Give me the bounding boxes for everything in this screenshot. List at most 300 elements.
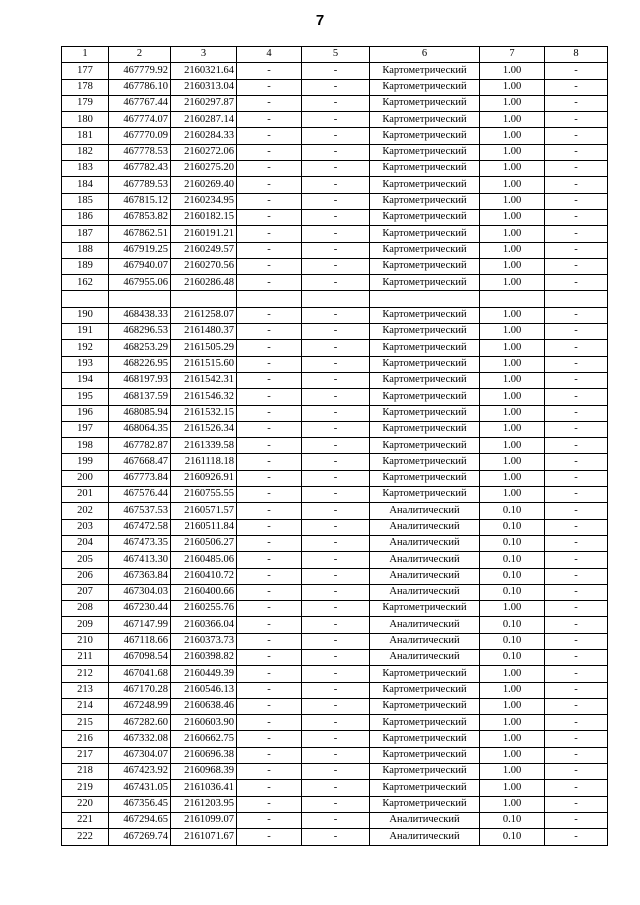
table-cell: 468226.95 [109, 356, 171, 372]
table-cell: - [237, 552, 302, 568]
table-cell: 467668.47 [109, 454, 171, 470]
table-cell: 467770.09 [109, 128, 171, 144]
table-cell: - [302, 633, 370, 649]
table-cell: Картометрический [370, 731, 480, 747]
table-cell: Аналитический [370, 633, 480, 649]
table-cell: 467767.44 [109, 95, 171, 111]
table-row [62, 405, 608, 421]
table-row [62, 209, 608, 225]
table-cell: Аналитический [370, 649, 480, 665]
table-cell: 467778.53 [109, 144, 171, 160]
table-cell: 1.00 [480, 389, 545, 405]
table-cell: 1.00 [480, 454, 545, 470]
table-cell: 2160662.75 [171, 731, 237, 747]
table-cell: 1.00 [480, 682, 545, 698]
table-cell: - [545, 649, 608, 665]
table-cell: Картометрический [370, 340, 480, 356]
header-cell: 2 [109, 47, 171, 63]
table-cell: - [302, 307, 370, 323]
table-cell: - [302, 177, 370, 193]
table-cell: 467782.43 [109, 161, 171, 177]
header-cell: 7 [480, 47, 545, 63]
table-cell: - [545, 747, 608, 763]
table-cell: - [302, 421, 370, 437]
table-cell: - [545, 470, 608, 486]
table-cell: 2160287.14 [171, 112, 237, 128]
table-cell: - [237, 731, 302, 747]
table-cell: 2160410.72 [171, 568, 237, 584]
table-cell: 1.00 [480, 275, 545, 291]
table-cell: 2160182.15 [171, 209, 237, 225]
table-cell: Картометрический [370, 747, 480, 763]
table-cell: 467147.99 [109, 617, 171, 633]
table-cell: - [237, 617, 302, 633]
table-cell: - [302, 193, 370, 209]
table-cell: 1.00 [480, 747, 545, 763]
table-cell [302, 291, 370, 307]
table-cell: 203 [62, 519, 109, 535]
table-cell: - [237, 584, 302, 600]
table-cell: 2161099.07 [171, 812, 237, 828]
table-cell: 218 [62, 764, 109, 780]
table-cell: 467782.87 [109, 438, 171, 454]
table-cell: 183 [62, 161, 109, 177]
table-cell: Картометрический [370, 128, 480, 144]
table-cell: - [545, 584, 608, 600]
header-cell: 3 [171, 47, 237, 63]
table-cell: Аналитический [370, 812, 480, 828]
table-cell: 1.00 [480, 307, 545, 323]
table-row [62, 307, 608, 323]
table-cell: 467356.45 [109, 796, 171, 812]
table-cell: 0.10 [480, 503, 545, 519]
table-cell: 210 [62, 633, 109, 649]
table-cell: - [545, 454, 608, 470]
table-cell: - [302, 454, 370, 470]
table-cell: 193 [62, 356, 109, 372]
table-cell: 2160249.57 [171, 242, 237, 258]
table-row [62, 503, 608, 519]
table-cell: 197 [62, 421, 109, 437]
table-cell: 1.00 [480, 177, 545, 193]
table-cell: 2160270.56 [171, 258, 237, 274]
table-cell: 467098.54 [109, 649, 171, 665]
table-cell: 1.00 [480, 666, 545, 682]
table-row [62, 568, 608, 584]
table-cell: 467862.51 [109, 226, 171, 242]
table-cell: - [237, 226, 302, 242]
table-cell: 1.00 [480, 780, 545, 796]
table-row [62, 780, 608, 796]
table-row [62, 764, 608, 780]
table-cell: 179 [62, 95, 109, 111]
table-cell: 1.00 [480, 128, 545, 144]
table-cell: 2160275.20 [171, 161, 237, 177]
table-cell: Картометрический [370, 161, 480, 177]
table-cell: - [302, 275, 370, 291]
table-cell: 0.10 [480, 584, 545, 600]
table-cell: 194 [62, 372, 109, 388]
table-cell: 201 [62, 487, 109, 503]
table-cell: 1.00 [480, 324, 545, 340]
table-cell: 1.00 [480, 764, 545, 780]
table-cell: - [237, 503, 302, 519]
table-row [62, 372, 608, 388]
table-row [62, 649, 608, 665]
table-cell: 2160286.48 [171, 275, 237, 291]
table-cell: - [545, 715, 608, 731]
table-cell: - [302, 780, 370, 796]
table-cell: - [302, 79, 370, 95]
table-cell: - [545, 258, 608, 274]
table-row [62, 829, 608, 845]
table-cell: - [545, 161, 608, 177]
table-cell: Картометрический [370, 356, 480, 372]
table-cell: 1.00 [480, 340, 545, 356]
table-cell: - [237, 454, 302, 470]
table-cell: 184 [62, 177, 109, 193]
table-cell: 1.00 [480, 356, 545, 372]
table-cell: - [545, 519, 608, 535]
table-cell: - [302, 438, 370, 454]
table-cell: Картометрический [370, 780, 480, 796]
table-cell: - [302, 617, 370, 633]
table-cell: 2160696.38 [171, 747, 237, 763]
table-cell: 467294.65 [109, 812, 171, 828]
table-cell: 195 [62, 389, 109, 405]
table-cell: 177 [62, 63, 109, 79]
table-row [62, 584, 608, 600]
table-cell: - [237, 470, 302, 486]
table-cell: 162 [62, 275, 109, 291]
table-cell: - [545, 193, 608, 209]
table-cell: - [302, 258, 370, 274]
table-cell: - [545, 780, 608, 796]
table-cell: 1.00 [480, 731, 545, 747]
table-cell: 198 [62, 438, 109, 454]
table-cell: 2160546.13 [171, 682, 237, 698]
table-cell: - [237, 177, 302, 193]
table-cell: 467773.84 [109, 470, 171, 486]
table-row [62, 356, 608, 372]
table-cell: 1.00 [480, 438, 545, 454]
table-cell: 467774.07 [109, 112, 171, 128]
table-cell: - [302, 601, 370, 617]
table-cell: 2160603.90 [171, 715, 237, 731]
table-cell: 186 [62, 209, 109, 225]
table-cell: 1.00 [480, 601, 545, 617]
table-cell: - [545, 666, 608, 682]
table-cell: 1.00 [480, 421, 545, 437]
table-cell: 468438.33 [109, 307, 171, 323]
table-cell: 468197.93 [109, 372, 171, 388]
table-row [62, 340, 608, 356]
table-cell: 180 [62, 112, 109, 128]
table-cell: 2160313.04 [171, 79, 237, 95]
table-row [62, 812, 608, 828]
table-cell: - [302, 95, 370, 111]
table-row [62, 552, 608, 568]
table-row [62, 193, 608, 209]
table-cell: 467473.35 [109, 535, 171, 551]
table-cell: - [545, 487, 608, 503]
table-cell: - [302, 356, 370, 372]
table-cell [480, 291, 545, 307]
table-cell: Картометрический [370, 698, 480, 714]
table-cell: Аналитический [370, 535, 480, 551]
header-cell: 5 [302, 47, 370, 63]
header-cell: 4 [237, 47, 302, 63]
table-cell: Аналитический [370, 568, 480, 584]
table-row [62, 470, 608, 486]
table-row [62, 796, 608, 812]
table-cell: - [545, 144, 608, 160]
table-cell: 178 [62, 79, 109, 95]
table-cell: 1.00 [480, 487, 545, 503]
table-cell: - [545, 503, 608, 519]
table-cell: - [237, 275, 302, 291]
table-cell: - [302, 715, 370, 731]
table-cell: Картометрический [370, 421, 480, 437]
table-cell: Аналитический [370, 503, 480, 519]
table-row [62, 161, 608, 177]
table-row [62, 731, 608, 747]
table-cell: 0.10 [480, 552, 545, 568]
table-cell: 1.00 [480, 715, 545, 731]
table-cell: 188 [62, 242, 109, 258]
table-cell: - [237, 112, 302, 128]
table-cell: Картометрический [370, 601, 480, 617]
table-cell: - [237, 128, 302, 144]
table-cell: 2160255.76 [171, 601, 237, 617]
table-cell: 2160511.84 [171, 519, 237, 535]
table-cell: 1.00 [480, 144, 545, 160]
table-cell: - [545, 568, 608, 584]
table-cell: Картометрический [370, 324, 480, 340]
table-cell: - [237, 812, 302, 828]
table-row [62, 715, 608, 731]
table-cell: - [545, 275, 608, 291]
table-cell: - [237, 63, 302, 79]
table-cell [62, 291, 109, 307]
table-cell: Картометрический [370, 144, 480, 160]
table-cell: 467576.44 [109, 487, 171, 503]
table-cell: 2160485.06 [171, 552, 237, 568]
table-cell: Картометрический [370, 682, 480, 698]
table-cell: 214 [62, 698, 109, 714]
table-cell: - [302, 666, 370, 682]
table-cell: - [545, 731, 608, 747]
table-row [62, 128, 608, 144]
table-row [62, 242, 608, 258]
table-cell: - [302, 487, 370, 503]
table-cell: 212 [62, 666, 109, 682]
table-row [62, 666, 608, 682]
table-cell: 1.00 [480, 372, 545, 388]
table-cell: - [545, 226, 608, 242]
table-cell: - [237, 421, 302, 437]
table-cell: - [302, 698, 370, 714]
table-cell: Картометрический [370, 209, 480, 225]
table-cell: 467423.92 [109, 764, 171, 780]
table-cell: - [302, 405, 370, 421]
table-row [62, 601, 608, 617]
table-cell: 2160269.40 [171, 177, 237, 193]
table-cell: 220 [62, 796, 109, 812]
table-row [62, 144, 608, 160]
table-cell: - [237, 829, 302, 845]
table-cell: 217 [62, 747, 109, 763]
table-cell: - [302, 112, 370, 128]
table-cell: 2161036.41 [171, 780, 237, 796]
table-cell: 2160284.33 [171, 128, 237, 144]
table-cell: 467431.05 [109, 780, 171, 796]
table-cell: 467955.06 [109, 275, 171, 291]
table-row [62, 438, 608, 454]
table-cell: 468137.59 [109, 389, 171, 405]
table-cell: 467413.30 [109, 552, 171, 568]
table-cell: - [302, 389, 370, 405]
table-cell: 2161542.31 [171, 372, 237, 388]
table-cell: 1.00 [480, 226, 545, 242]
table-cell: - [237, 666, 302, 682]
table-row [62, 487, 608, 503]
table-cell: Картометрический [370, 454, 480, 470]
table-cell: - [302, 812, 370, 828]
table-cell: 208 [62, 601, 109, 617]
table-cell: 467170.28 [109, 682, 171, 698]
table-cell: 467779.92 [109, 63, 171, 79]
table-cell: 2161505.29 [171, 340, 237, 356]
table-cell: 2161546.32 [171, 389, 237, 405]
table-cell: Картометрический [370, 389, 480, 405]
table-row [62, 63, 608, 79]
table-cell: - [237, 193, 302, 209]
table-cell: 468296.53 [109, 324, 171, 340]
table-cell: Картометрический [370, 258, 480, 274]
table-cell: 2160366.04 [171, 617, 237, 633]
table-cell: 2160449.39 [171, 666, 237, 682]
table-cell: - [237, 698, 302, 714]
table-cell: 1.00 [480, 796, 545, 812]
table-cell: Картометрический [370, 193, 480, 209]
table-cell: 2160638.46 [171, 698, 237, 714]
table-cell: - [302, 731, 370, 747]
table-header [62, 47, 608, 63]
table-cell: - [237, 568, 302, 584]
table-cell: Картометрический [370, 112, 480, 128]
table-cell: Картометрический [370, 666, 480, 682]
table-cell: 0.10 [480, 617, 545, 633]
table-cell: - [545, 601, 608, 617]
table-cell: - [302, 829, 370, 845]
table-cell: 206 [62, 568, 109, 584]
table-cell: 1.00 [480, 95, 545, 111]
table-cell: - [237, 747, 302, 763]
table-cell: 467041.68 [109, 666, 171, 682]
table-cell: - [237, 258, 302, 274]
table-cell: 2160321.64 [171, 63, 237, 79]
table-row [62, 275, 608, 291]
table-cell: - [545, 112, 608, 128]
table-cell: 2161515.60 [171, 356, 237, 372]
table-cell: - [302, 796, 370, 812]
table-row [62, 682, 608, 698]
table-cell: Картометрический [370, 470, 480, 486]
table-cell: 190 [62, 307, 109, 323]
table-cell: 2160373.73 [171, 633, 237, 649]
table-cell: 1.00 [480, 112, 545, 128]
table-cell: 182 [62, 144, 109, 160]
table-cell: 1.00 [480, 63, 545, 79]
table-cell: - [545, 552, 608, 568]
table-cell: - [237, 356, 302, 372]
table-cell: 2160571.57 [171, 503, 237, 519]
table-cell: 192 [62, 340, 109, 356]
table-cell: 202 [62, 503, 109, 519]
table-cell: 467853.82 [109, 209, 171, 225]
table-row [62, 633, 608, 649]
spacer-row [62, 291, 608, 307]
table-cell [109, 291, 171, 307]
table-row [62, 112, 608, 128]
table-cell: - [302, 226, 370, 242]
table-cell: 2160272.06 [171, 144, 237, 160]
table-cell: 2160400.66 [171, 584, 237, 600]
table-cell: Картометрический [370, 405, 480, 421]
table-cell: - [545, 95, 608, 111]
table-cell: 468085.94 [109, 405, 171, 421]
table-cell: 219 [62, 780, 109, 796]
table-cell: 215 [62, 715, 109, 731]
table-cell: 467363.84 [109, 568, 171, 584]
table-cell: Картометрический [370, 796, 480, 812]
table-cell: - [237, 780, 302, 796]
table-cell: 185 [62, 193, 109, 209]
table-cell: 1.00 [480, 209, 545, 225]
table-cell: - [302, 764, 370, 780]
table-cell: - [545, 633, 608, 649]
table-cell: 205 [62, 552, 109, 568]
table-cell: - [545, 372, 608, 388]
table-cell: Аналитический [370, 584, 480, 600]
table-cell: - [302, 519, 370, 535]
table-cell: 221 [62, 812, 109, 828]
table-cell: - [237, 682, 302, 698]
table-cell: 0.10 [480, 649, 545, 665]
table-cell: - [302, 649, 370, 665]
table-cell: 467472.58 [109, 519, 171, 535]
table-row [62, 747, 608, 763]
table-cell: - [545, 682, 608, 698]
table-cell: Картометрический [370, 63, 480, 79]
table-cell: - [545, 324, 608, 340]
header-cell: 6 [370, 47, 480, 63]
table-cell: 467248.99 [109, 698, 171, 714]
table-row [62, 421, 608, 437]
table-cell: Картометрический [370, 715, 480, 731]
table-cell: - [302, 63, 370, 79]
table-cell: - [302, 144, 370, 160]
table-cell [545, 291, 608, 307]
table-cell: 468253.29 [109, 340, 171, 356]
table-cell: 2161480.37 [171, 324, 237, 340]
table-cell: - [302, 503, 370, 519]
table-cell: 1.00 [480, 258, 545, 274]
table-cell: 1.00 [480, 242, 545, 258]
table-row [62, 258, 608, 274]
table-cell: - [237, 601, 302, 617]
